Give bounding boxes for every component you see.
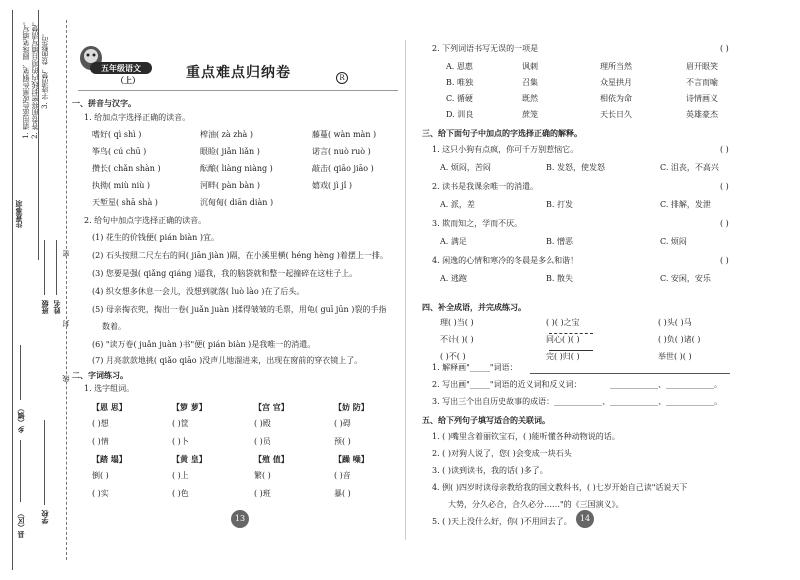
word-group-head: 【躁 噪】 bbox=[334, 454, 369, 464]
choice-cell[interactable]: D. 训良 bbox=[446, 110, 474, 119]
choice-cell: 讽刺 bbox=[522, 62, 538, 71]
title-rule bbox=[78, 90, 398, 91]
wavy-underline-1 bbox=[549, 330, 593, 334]
idiom-blank[interactable]: 不计( )( ) bbox=[440, 335, 474, 344]
idiom-blank[interactable]: 完( )归( ) bbox=[546, 352, 580, 361]
meaning-answer-paren[interactable]: ( ) bbox=[720, 182, 729, 191]
idiom-task-1-line[interactable] bbox=[530, 373, 730, 374]
choice-cell: 英雄豪杰 bbox=[686, 110, 718, 119]
conjunction-item[interactable]: 大势，分久必合，合久必分……"的《三国演义》。 bbox=[448, 500, 624, 509]
conjunction-item[interactable]: 5. ( )天上没什么好，你( )不用回去了。 bbox=[432, 517, 572, 526]
choice-cell[interactable]: C. 循硬 bbox=[446, 94, 473, 103]
sentence-item: (7) 月亮款款地挑( qiǎo qiāo )没声儿地溜进来，出现在窗前的穿衣镜上了。 bbox=[92, 356, 363, 365]
meaning-option[interactable]: B. 打发 bbox=[546, 200, 573, 209]
meaning-option[interactable]: B. 散失 bbox=[546, 274, 573, 283]
section-2-heading: 二、字词练习。 bbox=[72, 370, 128, 380]
idiom-blank[interactable]: 同心( )( ) bbox=[546, 335, 580, 344]
notice-title: 注意事项 bbox=[14, 200, 23, 228]
word-group-blank[interactable]: ( )音 bbox=[334, 471, 351, 480]
sentence-item: (6) "读万卷( juǎn juàn )书"便( pián biàn )是我唯一的消遣。 bbox=[92, 340, 316, 349]
idiom-task-3: 3. 写出三个出自历史故事的成语：____________、____________、____________。 bbox=[432, 397, 723, 406]
word-group-head: 【宫 官】 bbox=[254, 402, 289, 412]
notice-line-1: 1. 请用蓝色或黑色钢笔、圆珠笔填写。 bbox=[22, 18, 30, 139]
underline-2 bbox=[549, 350, 593, 351]
class-label: 班级 bbox=[40, 300, 49, 314]
word-group-blank[interactable]: 繁( ) bbox=[254, 471, 271, 480]
pinyin-item[interactable]: 沉甸甸( diān diàn ) bbox=[200, 198, 274, 207]
county-label: 县（区） bbox=[16, 510, 25, 538]
idiom-blank[interactable]: ( )头( )马 bbox=[658, 318, 692, 327]
meaning-option[interactable]: A. 烦闷，苦闷 bbox=[440, 163, 491, 172]
page-title: 重点难点归纳卷 bbox=[186, 65, 291, 81]
word-group-blank[interactable]: ( )情 bbox=[92, 437, 109, 446]
word-group-blank[interactable]: 倒( ) bbox=[92, 471, 109, 480]
class-field[interactable] bbox=[44, 240, 45, 295]
section-1-heading: 一、拼音与汉字。 bbox=[72, 98, 136, 108]
meaning-option[interactable]: A. 满足 bbox=[440, 237, 467, 246]
name-label: 姓名 bbox=[52, 300, 61, 314]
idiom-blank[interactable]: ( )负( )诸( ) bbox=[658, 335, 701, 344]
conjunction-item[interactable]: 4. 例( )四岁时读母亲教给我的国文教科书，( )七岁开始自己读"话说天下 bbox=[432, 483, 688, 492]
word-group-head: 【箩 萝】 bbox=[172, 402, 207, 412]
meaning-question: 2. 读书是我课余唯一的消遣。 bbox=[432, 182, 539, 191]
word-group-head: 【妨 防】 bbox=[334, 402, 369, 412]
word-group-blank[interactable]: ( )色 bbox=[172, 489, 189, 498]
idiom-blank[interactable]: 举世( )( ) bbox=[658, 352, 692, 361]
choice-cell: 诗情画义 bbox=[686, 94, 718, 103]
idiom-task-1: 1. 解释画"_____"词语： bbox=[432, 363, 518, 372]
choice-cell: 召集 bbox=[522, 78, 538, 87]
seal-mark-1: 密 bbox=[62, 250, 70, 257]
meaning-option[interactable]: C. 烦闷 bbox=[660, 237, 687, 246]
choice-answer-paren[interactable]: ( ) bbox=[720, 44, 729, 53]
choice-cell: 众星拱月 bbox=[600, 78, 632, 87]
choice-cell: 既然 bbox=[522, 94, 538, 103]
pinyin-item[interactable]: 执拗( miù niù ) bbox=[92, 181, 151, 190]
idiom-blank[interactable]: 理( )当( ) bbox=[440, 318, 474, 327]
meaning-answer-paren[interactable]: ( ) bbox=[720, 145, 729, 154]
meaning-option[interactable]: B. 发怒，使发怒 bbox=[546, 163, 605, 172]
word-group-blank[interactable]: ( )员 bbox=[254, 437, 271, 446]
word-group-blank[interactable]: ( )殿 bbox=[254, 419, 271, 428]
notice-line-2: 2. 答卷前将密封线内的项目填写清楚。 bbox=[31, 18, 39, 139]
school-field[interactable] bbox=[44, 420, 45, 505]
name-field[interactable] bbox=[56, 240, 57, 295]
q1-prompt: 1. 给加点字选择正确的读音。 bbox=[84, 113, 191, 122]
word-group-blank[interactable]: 暴( ) bbox=[334, 489, 351, 498]
word-group-blank[interactable]: ( )实 bbox=[92, 489, 109, 498]
idiom-blank[interactable]: ( )( )之宝 bbox=[546, 318, 580, 327]
meaning-answer-paren[interactable]: ( ) bbox=[720, 256, 729, 265]
binding-sidebar bbox=[0, 0, 70, 580]
meaning-option[interactable]: C. 沮丧，不高兴 bbox=[660, 163, 719, 172]
pinyin-item[interactable]: 敲击( qiāo jiāo ) bbox=[312, 164, 374, 173]
pinyin-item[interactable]: 筝鸟( cú chū ) bbox=[92, 147, 147, 156]
notice-line-3: 3. 字迹清楚，卷面整洁。 bbox=[41, 30, 49, 109]
word-group-blank[interactable]: ( )上 bbox=[172, 471, 189, 480]
word-group-head: 【踏 塌】 bbox=[92, 454, 127, 464]
meaning-option[interactable]: C. 安闲，安乐 bbox=[660, 274, 711, 283]
seal-mark-2: 封 bbox=[62, 320, 70, 327]
pinyin-item[interactable]: 嬉戏( jì jǐ ) bbox=[312, 181, 352, 190]
county-field[interactable] bbox=[20, 440, 21, 502]
choice-cell: 天长日久 bbox=[600, 110, 632, 119]
meaning-option[interactable]: A. 逃跑 bbox=[440, 274, 467, 283]
meaning-option[interactable]: B. 憎恶 bbox=[546, 237, 573, 246]
pinyin-item[interactable]: 河畔( pàn bàn ) bbox=[200, 181, 260, 190]
choice-question: 2. 下列词语书写无误的一项是 bbox=[432, 44, 539, 53]
meaning-question: 1. 这只小狗有点疯，你可千万别惹恼它。 bbox=[432, 145, 579, 154]
page-divider bbox=[405, 40, 406, 540]
sidebar-border bbox=[12, 10, 13, 570]
word-group-blank[interactable]: ( )卜 bbox=[172, 437, 189, 446]
pinyin-item[interactable]: 酝酿( liàng niàng ) bbox=[200, 164, 273, 173]
sentence-item: 数着。 bbox=[102, 322, 126, 331]
conjunction-item[interactable]: 2. ( )对狗人说了，您( )会变成一块石头 bbox=[432, 449, 572, 458]
sentence-item: (2) 石头按照二尺左右的间( jiān jiàn )隔，在小溪里横( héng hèng )着摆上一排。 bbox=[92, 251, 388, 260]
seal-mark-3: 线 bbox=[62, 375, 70, 382]
sentence-item: (4) 织女想多休息一会儿，没想到就落( luò lào )在了后头。 bbox=[92, 287, 305, 296]
conjunction-item[interactable]: 1. ( )嘴里含着丽钦宝石，( )能听懂各种动物说的话。 bbox=[432, 432, 620, 441]
q2-prompt: 2. 给句中加点字选择正确的读音。 bbox=[84, 216, 207, 225]
pinyin-item[interactable]: 藤蔓( wàn màn ) bbox=[312, 130, 377, 139]
meaning-question: 3. 欺而知之，学而不厌。 bbox=[432, 219, 523, 228]
meaning-option[interactable]: A. 派，差 bbox=[440, 200, 475, 209]
sentence-item: (3) 您要是强( qiǎng qiáng )逼我，我的脑袋就和整一起撞碎在这柱子上。 bbox=[92, 269, 358, 278]
town-field[interactable] bbox=[20, 345, 21, 400]
sentence-item: (1) 花生的价钱便( pián biàn )宜。 bbox=[92, 233, 219, 242]
section-3-heading: 三、给下面句子中加点的字选择正确的解释。 bbox=[422, 128, 582, 138]
meaning-question: 4. 闲逸的心情和寒冷的冬晨是多么和谐！ bbox=[432, 256, 579, 265]
word-group-blank[interactable]: ( )碍 bbox=[334, 419, 351, 428]
word-group-blank[interactable]: ( )想 bbox=[92, 419, 109, 428]
town-label: 乡（镇） bbox=[16, 405, 25, 433]
registered-mark: R bbox=[336, 72, 348, 84]
pinyin-item[interactable]: 攒长( chǎn shàn ) bbox=[92, 164, 161, 173]
idiom-task-2-fill[interactable]: ____________、____________。 bbox=[610, 380, 722, 389]
choice-cell: 相依为命 bbox=[600, 94, 632, 103]
choice-cell: 眉开眼笑 bbox=[686, 62, 718, 71]
pinyin-item[interactable]: 眼睑( jiǎn liǎn ) bbox=[200, 147, 260, 156]
grade-badge-sub: （上） bbox=[116, 75, 140, 85]
word-group-blank[interactable]: 预( ) bbox=[334, 437, 351, 446]
grade-badge: 五年级语文 bbox=[90, 62, 152, 74]
word-group-head: 【殖 值】 bbox=[254, 454, 289, 464]
section-4-heading: 四、补全成语，并完成练习。 bbox=[422, 302, 526, 312]
seal-line bbox=[66, 20, 67, 560]
section-5-heading: 五、给下列句子填写适合的关联词。 bbox=[422, 415, 550, 425]
sentence-item: (5) 母亲掏衣兜，掏出一卷( juǎn juàn )揉得皱皱的毛票，用龟( guī jūn )裂的手指 bbox=[92, 305, 387, 314]
school-label: 学校 bbox=[40, 510, 49, 524]
pinyin-item[interactable]: 天堑星( shā shà ) bbox=[92, 198, 158, 207]
choice-cell: 理所当然 bbox=[600, 62, 632, 71]
word-group-blank[interactable]: ( )筐 bbox=[172, 419, 189, 428]
choice-cell[interactable]: B. 唯独 bbox=[446, 78, 473, 87]
choice-cell: 不言而喻 bbox=[686, 78, 718, 87]
pinyin-item[interactable]: 嗜好( qì shì ) bbox=[92, 130, 142, 139]
meaning-answer-paren[interactable]: ( ) bbox=[720, 219, 729, 228]
choice-cell[interactable]: A. 恩惠 bbox=[446, 62, 473, 71]
idiom-task-2: 2. 写出画"_____"词语的近义词和反义词： bbox=[432, 380, 582, 389]
word-group-blank[interactable]: ( )班 bbox=[254, 489, 271, 498]
conjunction-item[interactable]: 3. ( )读到读书，我的话( )多了。 bbox=[432, 466, 548, 475]
word-group-head: 【恩 思】 bbox=[92, 402, 127, 412]
pinyin-item[interactable]: 诺言( nuò ruò ) bbox=[312, 147, 371, 156]
page-number-right: 14 bbox=[576, 510, 594, 528]
pinyin-item[interactable]: 榨油( zà zhà ) bbox=[200, 130, 253, 139]
page-number-left: 13 bbox=[231, 510, 249, 528]
choice-cell: 蔗笼 bbox=[522, 110, 538, 119]
idiom-blank[interactable]: ( )不( ) bbox=[440, 352, 466, 361]
meaning-option[interactable]: C. 排解，发泄 bbox=[660, 200, 711, 209]
q3-prompt: 1. 选字组词。 bbox=[84, 384, 135, 393]
word-group-head: 【黄 皇】 bbox=[172, 454, 207, 464]
